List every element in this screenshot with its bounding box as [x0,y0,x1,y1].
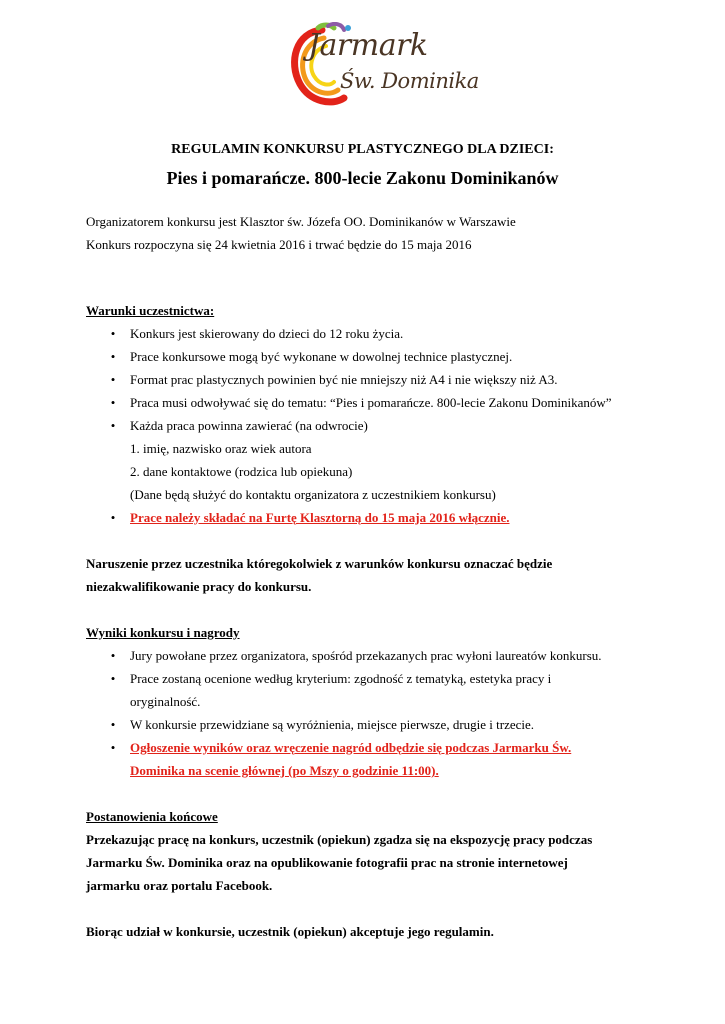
bullet-icon: • [110,326,116,341]
subitem-note: (Dane będą służyć do kontaktu organizatora z uczestnikiem konkursu) [130,487,496,502]
list-item: • W konkursie przewidziane są wyróżnienia, miejsce pierwsze, drugie i trzecie. [86,713,666,736]
list-item: • Praca musi odwoływać się do tematu: “Pies i pomarańcze. 800-lecie Zakonu Dominikanów” [86,391,666,414]
results-heading: Wyniki konkursu i nagrody [86,625,240,640]
bullet-icon: • [110,648,116,663]
violation-line-2: niezakwalifikowanie pracy do konkursu. [86,579,312,594]
list-item: • Prace zostaną ocenione według kryterium: zgodność z tematyką, estetyka pracy i [86,667,666,690]
bullet-icon: • [110,717,116,732]
final-line-3: jarmarku oraz portalu Facebook. [86,878,273,893]
results-item-continuation: oryginalność. [130,694,201,709]
list-item [86,506,666,529]
bullet-icon: • [110,418,116,433]
conditions-list [86,322,666,437]
list-item: • Format prac plastycznych powinien być nie mniejszy niż A4 i nie większy niż A3. [86,368,666,391]
logo-text-dominika: Św. Dominika [340,69,479,93]
results-list [86,644,666,690]
announcement-text-1: Ogłoszenie wyników oraz wręczenie nagród odbędzie się podczas Jarmarku Św. [130,740,572,755]
logo-text-jarmark: Jarmark [308,28,428,63]
bullet-icon: • [110,395,116,410]
jarmark-logo [282,22,479,108]
conditions-heading: Warunki uczestnictwa: [86,303,215,318]
final-line-2: Jarmarku Św. Dominika oraz na opublikowanie fotografii prac na stronie internetowej [86,855,568,870]
violation-line-1: Naruszenie przez uczestnika któregokolwiek z warunków konkursu oznaczać będzie [86,556,553,571]
acceptance-statement: Biorąc udział w konkursie, uczestnik (opiekun) akceptuje jego regulamin. [86,924,494,939]
bullet-icon: • [110,671,116,686]
subitem-author: 1. imię, nazwisko oraz wiek autora [130,441,312,456]
list-item: • Jury powołane przez organizatora, spośród przekazanych prac wyłoni laureatów konkursu. [86,644,666,667]
deadline-text: Prace należy składać na Furtę Klasztorną do 15 maja 2016 włącznie. [130,510,510,525]
document-subtitle: Pies i pomarańcze. 800-lecie Zakonu Dominikanów [166,168,559,188]
results-list-2 [86,713,666,759]
list-item: • Prace konkursowe mogą być wykonane w dowolnej technice plastycznej. [86,345,666,368]
intro-organizer: Organizatorem konkursu jest Klasztor św. Józefa OO. Dominikanów w Warszawie [86,214,516,229]
final-line-1: Przekazując pracę na konkurs, uczestnik (opiekun) zgadza się na ekspozycję pracy podczas [86,832,593,847]
final-heading: Postanowienia końcowe [86,809,218,824]
list-item: • Każda praca powinna zawierać (na odwrocie) [86,414,666,437]
announcement-text-2: Dominika na scenie głównej (po Mszy o godzinie 11:00). [130,763,439,778]
bullet-icon: • [110,372,116,387]
list-item [86,736,666,759]
document-body [86,210,666,943]
list-item: • Konkurs jest skierowany do dzieci do 12 roku życia. [86,322,666,345]
document-title: REGULAMIN KONKURSU PLASTYCZNEGO DLA DZIECI: [171,142,554,157]
bullet-icon: • [110,510,116,525]
deadline-list [86,506,666,529]
bullet-icon: • [110,740,116,755]
intro-dates: Konkurs rozpoczyna się 24 kwietnia 2016 i trwać będzie do 15 maja 2016 [86,237,472,252]
subitem-contact: 2. dane kontaktowe (rodzica lub opiekuna) [130,464,353,479]
bullet-icon: • [110,349,116,364]
document-header [0,142,725,189]
